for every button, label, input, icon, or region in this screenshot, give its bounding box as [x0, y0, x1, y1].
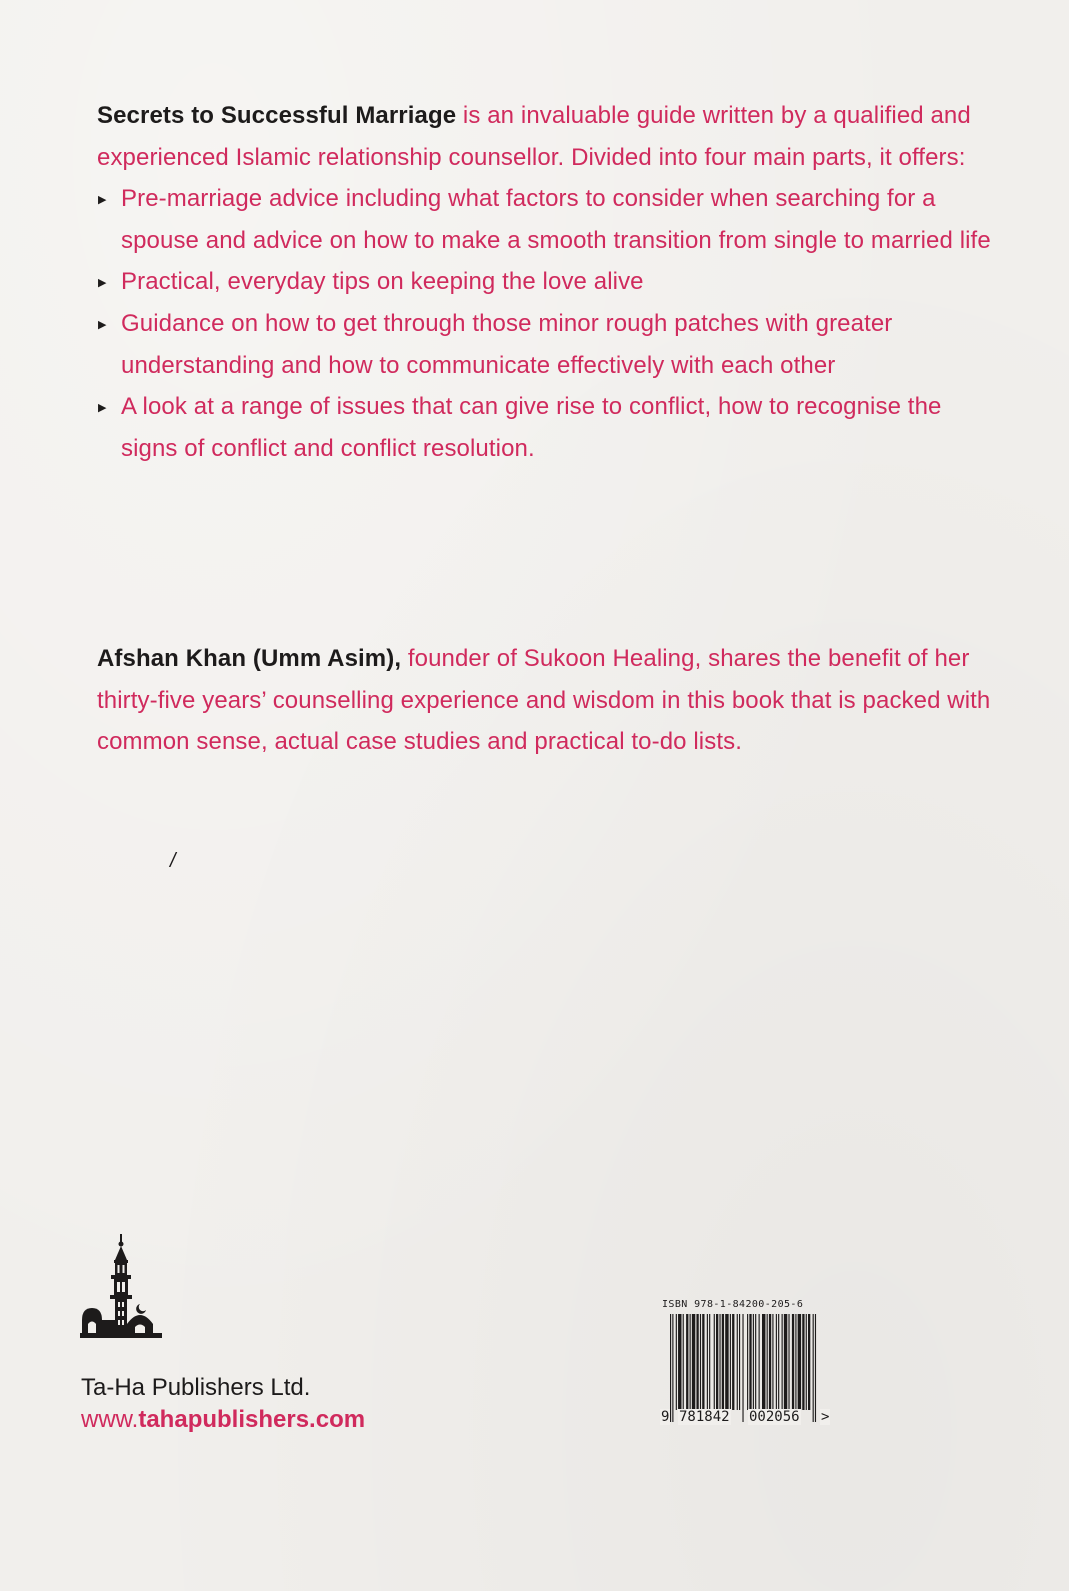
list-item	[97, 178, 997, 261]
list-item-text: Practical, everyday tips on keeping the love alive	[121, 268, 644, 296]
isbn-digit-group-2: 002056	[749, 1409, 800, 1425]
list-item-text: Pre-marriage advice including what factors to consider when searching for a spouse and advice on how to make a smooth transition from single to married life	[121, 185, 991, 254]
feature-list	[97, 178, 997, 469]
bullet-arrow-icon: ▶	[98, 402, 107, 415]
website-prefix: www.	[81, 1406, 139, 1433]
bullet-arrow-icon: ▶	[98, 318, 107, 331]
isbn-digit-end: >	[821, 1409, 830, 1425]
bullet-arrow-icon: ▶	[98, 194, 107, 207]
list-item	[97, 386, 997, 469]
publisher-name: Ta-Ha Publishers Ltd.	[81, 1374, 311, 1401]
isbn-digit-group-1: 781842	[679, 1409, 730, 1425]
list-item	[97, 261, 997, 303]
author-name: Afshan Khan (Umm Asim),	[97, 645, 402, 672]
isbn-digit-first: 9	[661, 1409, 670, 1425]
publisher-info	[81, 1372, 365, 1436]
intro-text: is an invaluable guide written by a qualified and experienced Islamic relationship counsellor. Divided into four main parts, it offers:	[97, 102, 971, 171]
minaret-logo-icon	[80, 1234, 162, 1342]
list-item-text: A look at a range of issues that can give rise to conflict, how to recognise the signs of conflict and conflict resolution.	[121, 393, 942, 462]
list-item-text: Guidance on how to get through those minor rough patches with greater understanding and how to communicate effectively with each other	[121, 309, 893, 379]
list-item	[97, 303, 997, 386]
publisher-website-link[interactable]	[81, 1404, 365, 1436]
website-domain: tahapublishers.com	[138, 1406, 366, 1433]
book-title: Secrets to Successful Marriage	[97, 102, 457, 129]
intro-paragraph	[97, 95, 997, 469]
author-bio: founder of Sukoon Healing, shares the benefit of her thirty-five years’ counselling experience and wisdom in this book that is packed with common sense, actual case studies and practical to-do lists.	[97, 645, 991, 756]
isbn-label: ISBN 978-1-84200-205-6	[662, 1299, 804, 1310]
isbn-barcode-block	[660, 1299, 830, 1429]
author-paragraph	[97, 638, 997, 763]
bullet-arrow-icon: ▶	[98, 277, 107, 290]
stray-mark: /	[170, 850, 176, 872]
